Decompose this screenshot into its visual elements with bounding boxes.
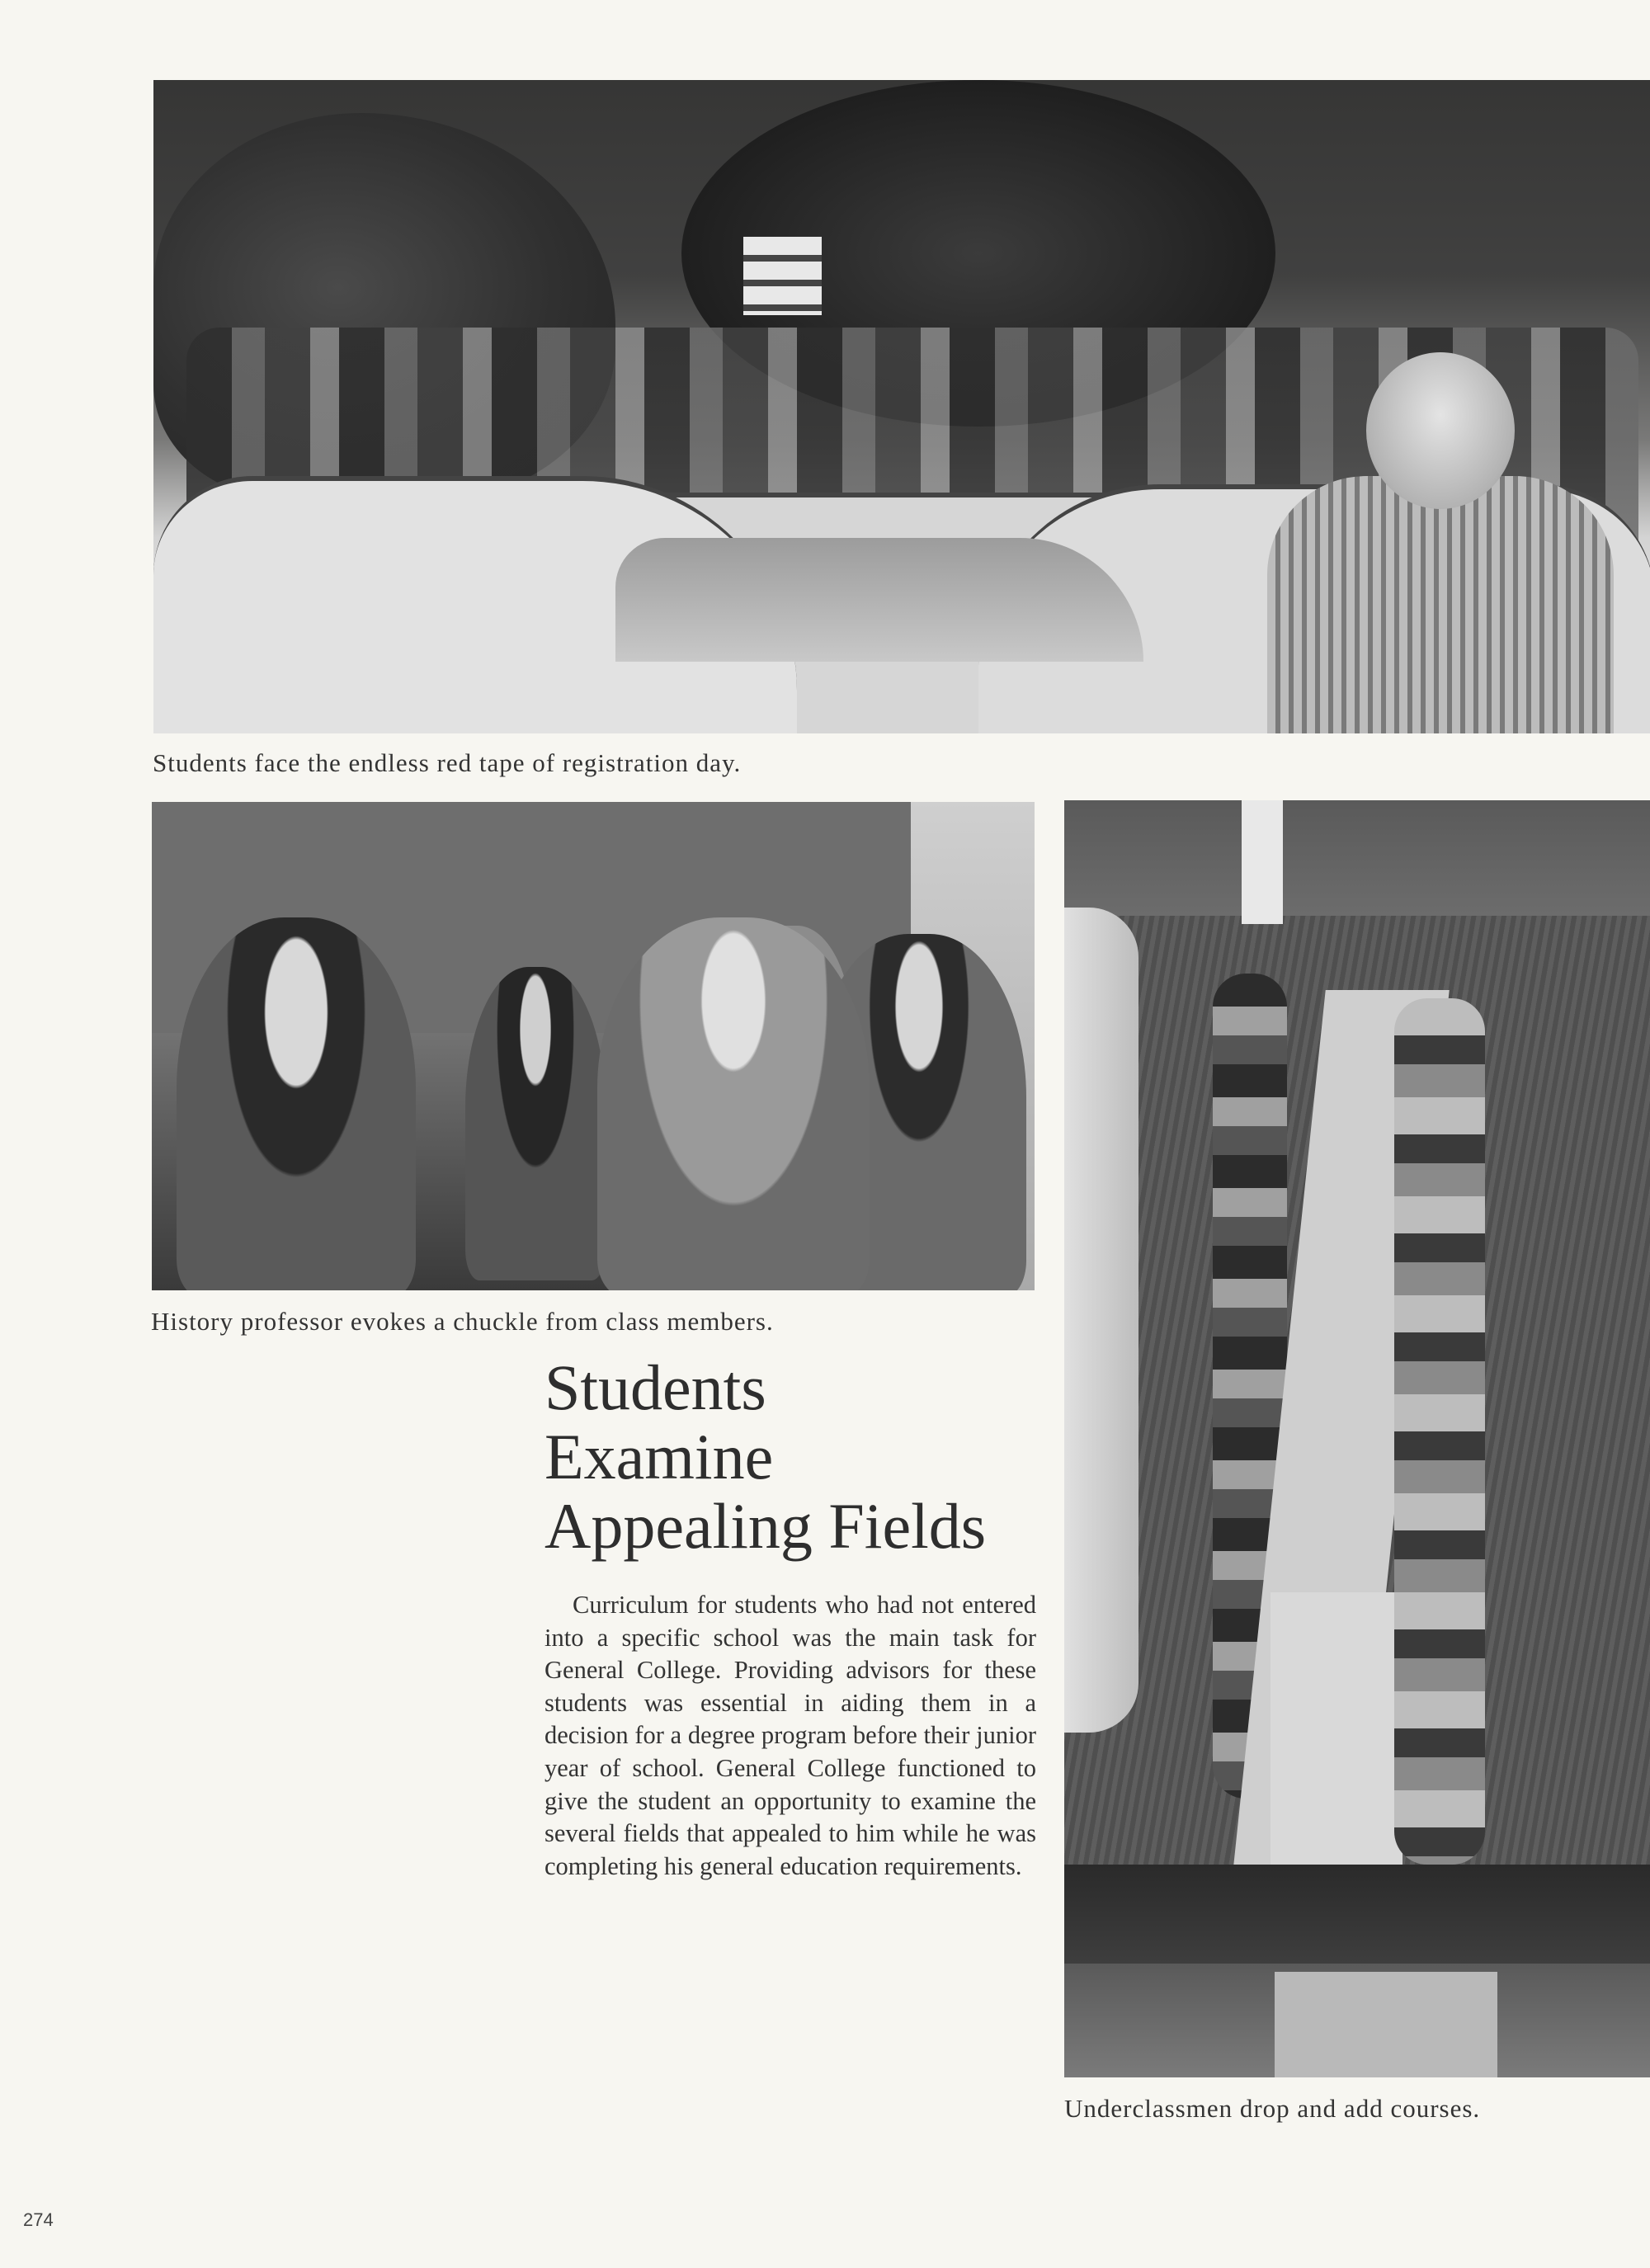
- photo-student: [177, 917, 416, 1290]
- photo-student: [597, 917, 870, 1290]
- photo-registration-line: [153, 80, 1650, 733]
- photo-sign: [743, 237, 822, 315]
- photo-foreground-student: [1267, 476, 1614, 733]
- photo-table: [1270, 1592, 1402, 1906]
- article-body: Curriculum for students who had not entered into a specific school was the main task for General College. Providing advisors for these students was essential in aiding them in a decision for a degree program before their junior year of school. General College functioned to give the student an opportunity to examine the several fields that appealed to him while he was completing his general education requirements.: [544, 1591, 1036, 1880]
- photo-column: [1242, 800, 1283, 924]
- photo-students-right: [1394, 998, 1485, 1865]
- photo-foreground-head: [1366, 352, 1515, 509]
- article-headline: [544, 1353, 1056, 1561]
- caption-registration: Students face the endless red tape of registration day.: [153, 748, 742, 777]
- headline-line: Appealing Fields: [544, 1490, 987, 1562]
- headline-line: Examine: [544, 1421, 774, 1492]
- photo-classroom: [152, 802, 1035, 1290]
- photo-banner: [1064, 908, 1138, 1733]
- photo-windshield: [615, 538, 1143, 662]
- caption-drop-add: Underclassmen drop and add courses.: [1064, 2094, 1481, 2123]
- photo-lower-floor: [1064, 1964, 1650, 2077]
- photo-drop-add: [1064, 800, 1650, 2077]
- headline-line: Students: [544, 1351, 766, 1423]
- page-number: 274: [23, 2209, 54, 2230]
- caption-classroom: History professor evokes a chuckle from class members.: [151, 1307, 774, 1336]
- photo-student: [465, 967, 606, 1280]
- photo-railing: [1064, 1865, 1650, 1964]
